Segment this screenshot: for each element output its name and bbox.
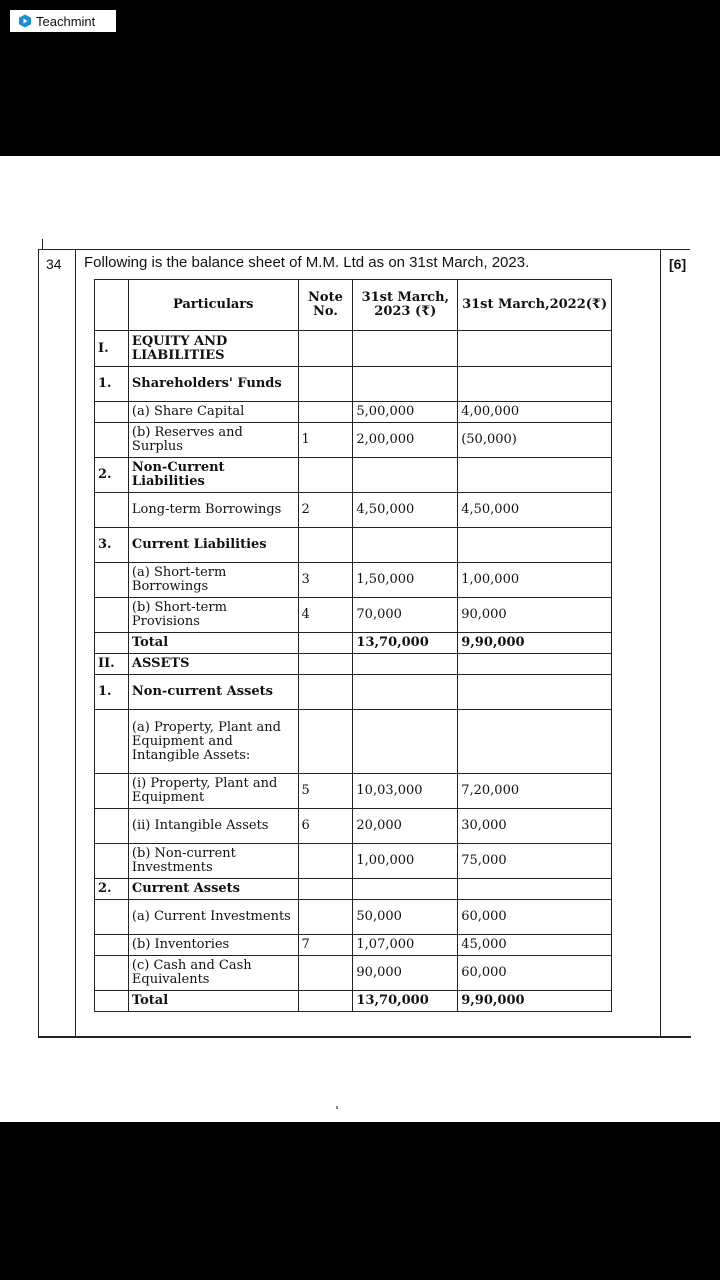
row-note bbox=[298, 675, 353, 710]
row-value-2022 bbox=[458, 879, 612, 900]
balance-sheet-table bbox=[94, 279, 612, 1012]
table-row bbox=[95, 935, 612, 956]
header-note: Note No. bbox=[298, 280, 353, 331]
row-number: II. bbox=[95, 654, 129, 675]
row-number: 1. bbox=[95, 675, 129, 710]
table-row bbox=[95, 563, 612, 598]
row-value-2023: 1,00,000 bbox=[353, 844, 458, 879]
row-label: (b) Reserves and Surplus bbox=[128, 423, 298, 458]
row-note bbox=[298, 458, 353, 493]
row-number bbox=[95, 563, 129, 598]
row-number: 3. bbox=[95, 528, 129, 563]
header-2023: 31st March, 2023 (₹) bbox=[353, 280, 458, 331]
question-marks: [6] bbox=[669, 256, 687, 272]
row-note: 4 bbox=[298, 598, 353, 633]
row-number bbox=[95, 633, 129, 654]
row-label: Non-Current Liabilities bbox=[128, 458, 298, 493]
row-note bbox=[298, 844, 353, 879]
row-label: (a) Share Capital bbox=[128, 402, 298, 423]
row-label: ASSETS bbox=[128, 654, 298, 675]
table-row bbox=[95, 809, 612, 844]
table-row bbox=[95, 675, 612, 710]
row-value-2022 bbox=[458, 367, 612, 402]
row-number bbox=[95, 710, 129, 774]
row-number bbox=[95, 900, 129, 935]
row-value-2022 bbox=[458, 675, 612, 710]
row-note bbox=[298, 367, 353, 402]
row-value-2023: 1,07,000 bbox=[353, 935, 458, 956]
row-value-2022: 1,00,000 bbox=[458, 563, 612, 598]
table-body bbox=[95, 331, 612, 1012]
row-note bbox=[298, 900, 353, 935]
row-note: 7 bbox=[298, 935, 353, 956]
row-value-2023: 10,03,000 bbox=[353, 774, 458, 809]
row-value-2023: 5,00,000 bbox=[353, 402, 458, 423]
row-value-2022: 4,50,000 bbox=[458, 493, 612, 528]
row-value-2022: 60,000 bbox=[458, 900, 612, 935]
row-number bbox=[95, 991, 129, 1012]
row-value-2022: 7,20,000 bbox=[458, 774, 612, 809]
row-value-2023 bbox=[353, 528, 458, 563]
row-label: Total bbox=[128, 991, 298, 1012]
row-value-2023 bbox=[353, 367, 458, 402]
row-value-2023: 1,50,000 bbox=[353, 563, 458, 598]
header-serial bbox=[95, 280, 129, 331]
row-value-2022: 9,90,000 bbox=[458, 991, 612, 1012]
row-number bbox=[95, 844, 129, 879]
row-label: (a) Short-term Borrowings bbox=[128, 563, 298, 598]
table-header-row bbox=[95, 280, 612, 331]
row-value-2022 bbox=[458, 458, 612, 493]
table-row bbox=[95, 879, 612, 900]
question-text: Following is the balance sheet of M.M. Ltd as on 31st March, 2023. bbox=[84, 254, 530, 271]
row-note bbox=[298, 654, 353, 675]
row-label: (c) Cash and Cash Equivalents bbox=[128, 956, 298, 991]
row-value-2022: 9,90,000 bbox=[458, 633, 612, 654]
row-note bbox=[298, 528, 353, 563]
row-note: 5 bbox=[298, 774, 353, 809]
row-value-2023 bbox=[353, 458, 458, 493]
table-row bbox=[95, 654, 612, 675]
table-row bbox=[95, 900, 612, 935]
table-row bbox=[95, 493, 612, 528]
row-value-2022 bbox=[458, 654, 612, 675]
row-label: (b) Inventories bbox=[128, 935, 298, 956]
row-label: Total bbox=[128, 633, 298, 654]
row-label: Current Liabilities bbox=[128, 528, 298, 563]
row-value-2023: 13,70,000 bbox=[353, 633, 458, 654]
table-row bbox=[95, 956, 612, 991]
row-note bbox=[298, 331, 353, 367]
row-label: Long-term Borrowings bbox=[128, 493, 298, 528]
header-particulars: Particulars bbox=[128, 280, 298, 331]
row-label: (b) Non-current Investments bbox=[128, 844, 298, 879]
row-number bbox=[95, 423, 129, 458]
row-value-2023: 2,00,000 bbox=[353, 423, 458, 458]
row-note: 6 bbox=[298, 809, 353, 844]
row-value-2022 bbox=[458, 331, 612, 367]
row-value-2022: 90,000 bbox=[458, 598, 612, 633]
row-value-2022: 30,000 bbox=[458, 809, 612, 844]
row-value-2022 bbox=[458, 528, 612, 563]
row-label: Non-current Assets bbox=[128, 675, 298, 710]
row-number bbox=[95, 493, 129, 528]
table-row bbox=[95, 528, 612, 563]
question-paper bbox=[0, 156, 720, 1122]
row-number bbox=[95, 935, 129, 956]
row-label: Shareholders' Funds bbox=[128, 367, 298, 402]
marks-column-divider bbox=[660, 250, 661, 1036]
table-row bbox=[95, 423, 612, 458]
table-row bbox=[95, 844, 612, 879]
row-value-2022: (50,000) bbox=[458, 423, 612, 458]
table-row bbox=[95, 367, 612, 402]
row-value-2023: 50,000 bbox=[353, 900, 458, 935]
row-label: (i) Property, Plant and Equipment bbox=[128, 774, 298, 809]
row-value-2023 bbox=[353, 654, 458, 675]
row-value-2023 bbox=[353, 879, 458, 900]
row-label: (a) Property, Plant and Equipment and Intangible Assets: bbox=[128, 710, 298, 774]
table-row bbox=[95, 331, 612, 367]
row-value-2023 bbox=[353, 675, 458, 710]
row-label: (a) Current Investments bbox=[128, 900, 298, 935]
brand-name: Teachmint bbox=[36, 13, 96, 29]
row-note bbox=[298, 879, 353, 900]
teachmint-watermark bbox=[10, 10, 116, 32]
row-value-2023: 20,000 bbox=[353, 809, 458, 844]
row-value-2022 bbox=[458, 710, 612, 774]
row-note bbox=[298, 402, 353, 423]
row-value-2023 bbox=[353, 331, 458, 367]
row-value-2023: 13,70,000 bbox=[353, 991, 458, 1012]
row-note bbox=[298, 956, 353, 991]
row-label: Current Assets bbox=[128, 879, 298, 900]
table-row bbox=[95, 402, 612, 423]
table-row bbox=[95, 458, 612, 493]
row-note: 3 bbox=[298, 563, 353, 598]
row-note: 1 bbox=[298, 423, 353, 458]
question-number: 34 bbox=[46, 256, 62, 272]
row-number: 1. bbox=[95, 367, 129, 402]
row-number bbox=[95, 956, 129, 991]
row-value-2023 bbox=[353, 710, 458, 774]
row-value-2023: 4,50,000 bbox=[353, 493, 458, 528]
table-row bbox=[95, 991, 612, 1012]
row-value-2022: 4,00,000 bbox=[458, 402, 612, 423]
row-note bbox=[298, 710, 353, 774]
row-label: EQUITY AND LIABILITIES bbox=[128, 331, 298, 367]
table-row bbox=[95, 774, 612, 809]
number-column-divider bbox=[75, 250, 76, 1036]
row-value-2022: 60,000 bbox=[458, 956, 612, 991]
row-value-2022: 75,000 bbox=[458, 844, 612, 879]
row-note: 2 bbox=[298, 493, 353, 528]
row-number bbox=[95, 774, 129, 809]
row-label: (ii) Intangible Assets bbox=[128, 809, 298, 844]
page-mark bbox=[336, 1106, 338, 1109]
row-number bbox=[95, 402, 129, 423]
row-number: I. bbox=[95, 331, 129, 367]
row-number bbox=[95, 809, 129, 844]
table-row bbox=[95, 710, 612, 774]
row-note bbox=[298, 991, 353, 1012]
row-label: (b) Short-term Provisions bbox=[128, 598, 298, 633]
header-2022: 31st March,2022(₹) bbox=[458, 280, 612, 331]
row-note bbox=[298, 633, 353, 654]
row-number: 2. bbox=[95, 458, 129, 493]
row-value-2023: 70,000 bbox=[353, 598, 458, 633]
table-row bbox=[95, 633, 612, 654]
row-value-2022: 45,000 bbox=[458, 935, 612, 956]
row-number bbox=[95, 598, 129, 633]
table-row bbox=[95, 598, 612, 633]
teachmint-logo-icon bbox=[18, 14, 32, 28]
row-number: 2. bbox=[95, 879, 129, 900]
row-value-2023: 90,000 bbox=[353, 956, 458, 991]
